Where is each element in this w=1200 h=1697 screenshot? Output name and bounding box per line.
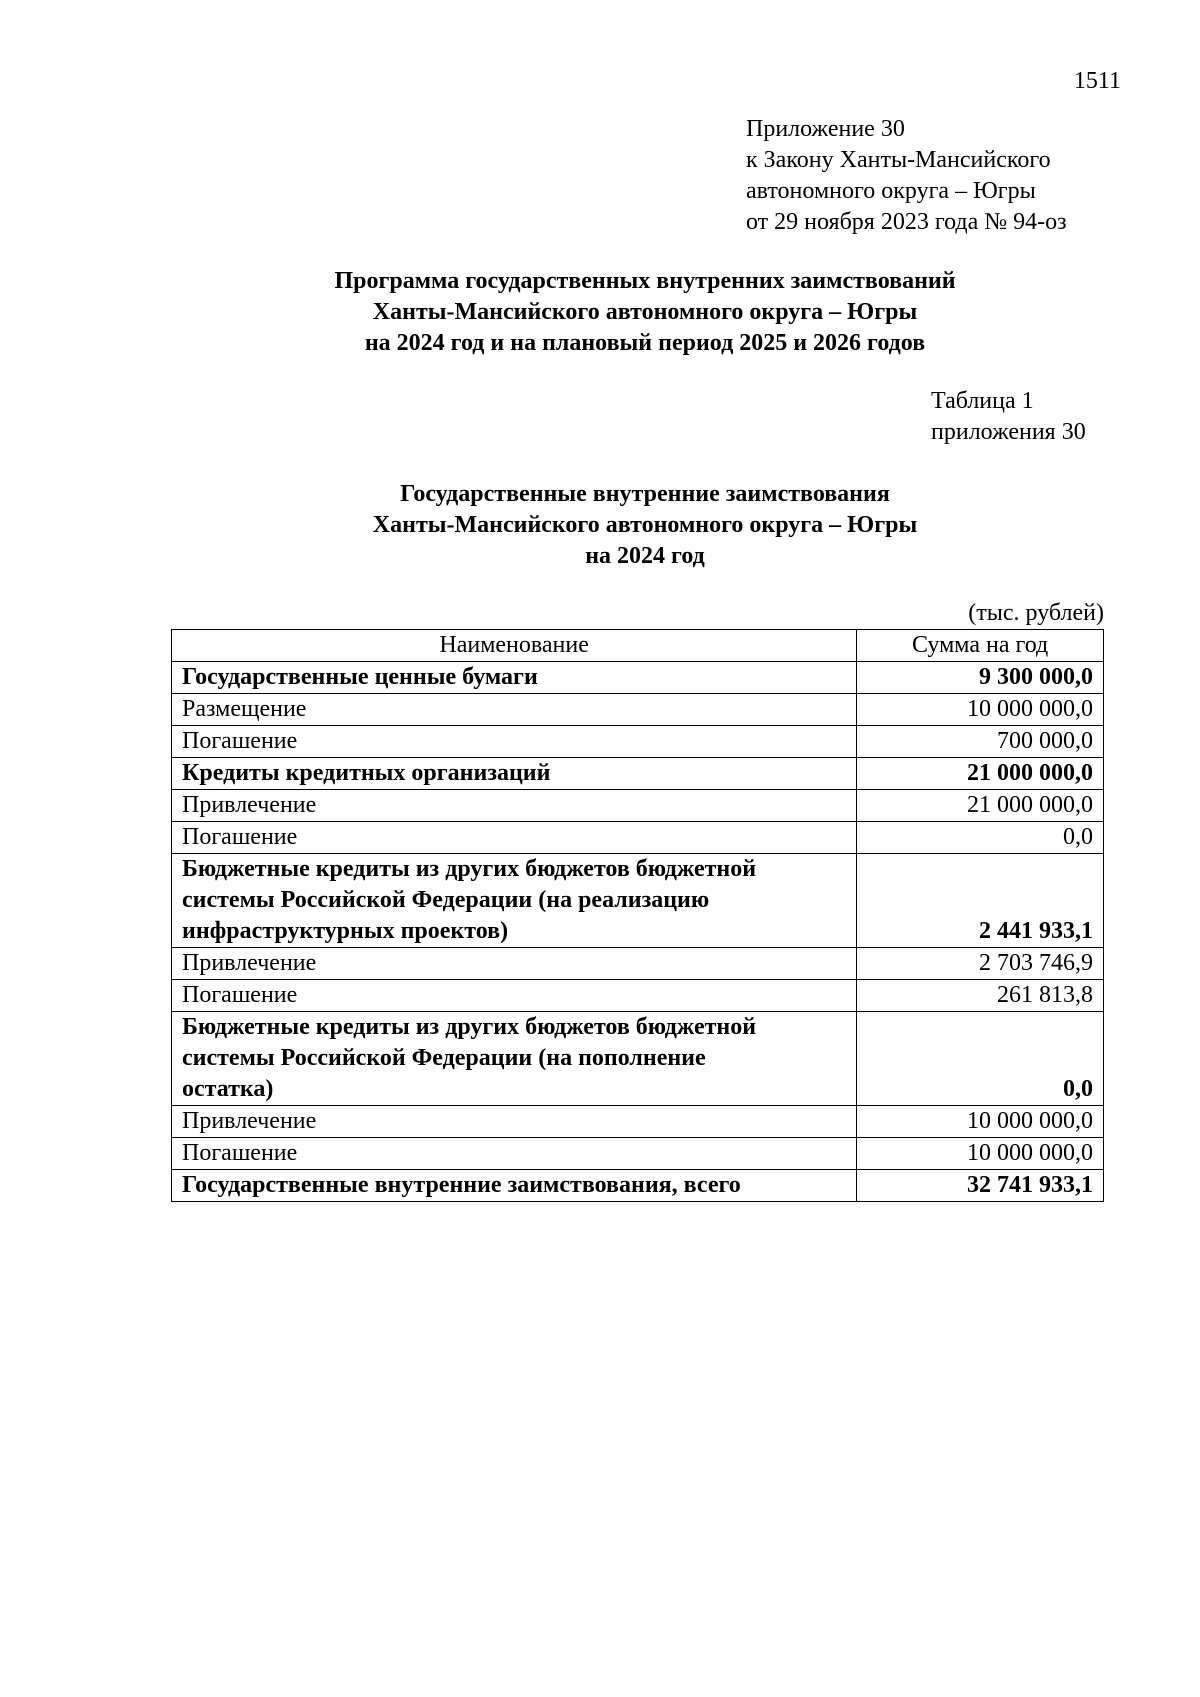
program-title-line: на 2024 год и на плановый период 2025 и 2026 годов xyxy=(364,330,926,356)
row-sum-cell: 700 000,0 xyxy=(857,726,1104,758)
row-name-cell xyxy=(172,1170,857,1202)
row-name-cell xyxy=(172,1106,857,1138)
table-title xyxy=(0,479,1200,572)
row-sum-cell: 21 000 000,0 xyxy=(857,790,1104,822)
column-header-name: Наименование xyxy=(172,630,857,662)
appendix-note-line: Приложение 30 xyxy=(746,116,905,142)
table-reference xyxy=(931,386,1086,448)
row-name-line: инфраструктурных проектов) xyxy=(182,918,509,944)
units-label: (тыс. рублей) xyxy=(968,600,1104,626)
row-sum-cell: 261 813,8 xyxy=(857,980,1104,1012)
table-reference-line: приложения 30 xyxy=(931,419,1086,445)
table-title-line: Государственные внутренние заимствования xyxy=(400,481,890,507)
row-name-cell xyxy=(172,662,857,694)
table-row xyxy=(172,1106,1104,1138)
table-row xyxy=(172,790,1104,822)
table-row xyxy=(172,694,1104,726)
row-name-line: Бюджетные кредиты из других бюджетов бюджетной xyxy=(182,856,757,882)
appendix-note-line: автономного округа – Югры xyxy=(746,178,1036,204)
table-body xyxy=(172,662,1104,1202)
row-name-line: Привлечение xyxy=(182,1108,317,1134)
row-name-line: Государственные внутренние заимствования, всего xyxy=(182,1172,741,1198)
table-row xyxy=(172,1012,1104,1106)
table-row xyxy=(172,822,1104,854)
row-name-line: Погашение xyxy=(182,728,298,754)
table-row xyxy=(172,980,1104,1012)
table-row xyxy=(172,854,1104,948)
row-name-cell xyxy=(172,758,857,790)
row-sum-cell: 2 703 746,9 xyxy=(857,948,1104,980)
row-sum-cell: 10 000 000,0 xyxy=(857,1138,1104,1170)
row-name-line: остатка) xyxy=(182,1076,274,1102)
row-name-line: Погашение xyxy=(182,1140,298,1166)
row-name-line: системы Российской Федерации (на реализацию xyxy=(182,887,710,913)
row-name-cell xyxy=(172,1138,857,1170)
table-row xyxy=(172,662,1104,694)
program-title-line: Ханты-Мансийского автономного округа – Югры xyxy=(372,299,918,325)
table-reference-line: Таблица 1 xyxy=(931,388,1034,414)
program-title-line: Программа государственных внутренних заимствований xyxy=(334,268,956,294)
row-name-cell xyxy=(172,1012,857,1106)
column-header-sum: Сумма на год xyxy=(857,630,1104,662)
row-name-cell xyxy=(172,790,857,822)
row-name-cell xyxy=(172,948,857,980)
table-row xyxy=(172,1170,1104,1202)
table-row xyxy=(172,948,1104,980)
row-name-cell xyxy=(172,694,857,726)
row-sum-cell: 10 000 000,0 xyxy=(857,1106,1104,1138)
table-header-row xyxy=(172,630,1104,662)
row-sum-cell: 2 441 933,1 xyxy=(857,854,1104,948)
appendix-note xyxy=(746,114,1067,238)
row-name-line: Государственные ценные бумаги xyxy=(182,664,538,690)
appendix-note-line: к Закону Ханты-Мансийского xyxy=(746,147,1051,173)
row-sum-cell: 0,0 xyxy=(857,822,1104,854)
row-name-line: Привлечение xyxy=(182,792,317,818)
row-name-cell xyxy=(172,854,857,948)
row-name-line: Кредиты кредитных организаций xyxy=(182,760,551,786)
row-sum-cell: 10 000 000,0 xyxy=(857,694,1104,726)
table-title-line: на 2024 год xyxy=(585,543,705,569)
row-sum-cell: 0,0 xyxy=(857,1012,1104,1106)
borrowings-table xyxy=(171,629,1104,1202)
row-name-line: Привлечение xyxy=(182,950,317,976)
page-number: 1511 xyxy=(1073,68,1121,94)
row-name-cell xyxy=(172,726,857,758)
row-name-cell xyxy=(172,980,857,1012)
row-name-line: системы Российской Федерации (на пополнение xyxy=(182,1045,706,1071)
row-name-line: Погашение xyxy=(182,982,298,1008)
row-name-line: Погашение xyxy=(182,824,298,850)
row-sum-cell: 9 300 000,0 xyxy=(857,662,1104,694)
program-title xyxy=(0,266,1200,359)
row-name-line: Бюджетные кредиты из других бюджетов бюджетной xyxy=(182,1014,757,1040)
table-row xyxy=(172,1138,1104,1170)
row-sum-cell: 32 741 933,1 xyxy=(857,1170,1104,1202)
table-row xyxy=(172,758,1104,790)
table-title-line: Ханты-Мансийского автономного округа – Югры xyxy=(372,512,918,538)
row-name-cell xyxy=(172,822,857,854)
table-row xyxy=(172,726,1104,758)
row-name-line: Размещение xyxy=(182,696,307,722)
appendix-note-line: от 29 ноября 2023 года № 94-оз xyxy=(746,209,1067,235)
row-sum-cell: 21 000 000,0 xyxy=(857,758,1104,790)
